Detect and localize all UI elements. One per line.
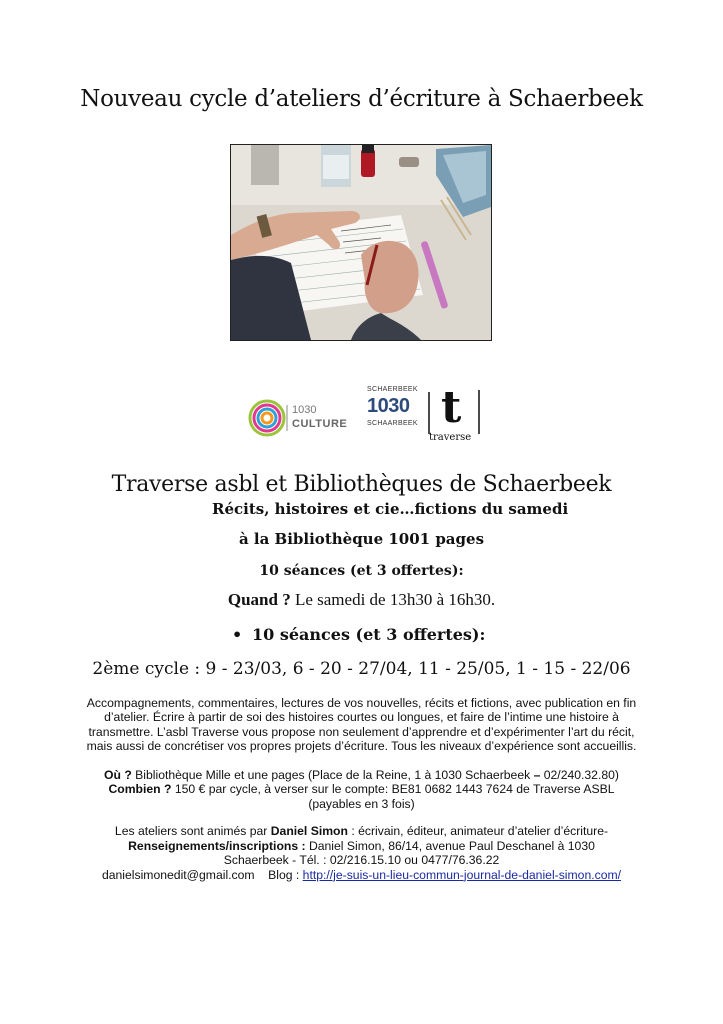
page-title: Nouveau cycle d’ateliers d’écriture à Schaerbeek <box>80 86 643 112</box>
schaerbeek-logo-top: SCHAERBEEK <box>367 386 418 393</box>
phone-line: Schaerbeek - Tél. : 02/216.15.10 ou 0477/76.36.22 <box>223 853 500 868</box>
writing-hands-image <box>231 145 491 340</box>
contact-info <box>80 824 643 882</box>
price-text: 150 € par cycle, à verser sur le compte: BE81 0682 1443 7624 de Traverse ASBL <box>171 782 615 797</box>
workshop-subtitle: Récits, histoires et cie…fictions du samedi <box>212 500 569 518</box>
venue-line: à la Bibliothèque 1001 pages <box>238 530 485 548</box>
when-text: Le samedi de 13h30 à 16h30. <box>290 590 496 609</box>
email-blog-line <box>80 868 643 883</box>
where-text: Bibliothèque Mille et une pages (Place de la Reine, 1 à 1030 Schaerbeek <box>131 768 534 782</box>
traverse-logo-label: traverse <box>429 432 472 443</box>
where-dash: – <box>533 768 541 782</box>
sessions-bullet-text: 10 séances (et 3 offertes): <box>252 625 486 644</box>
traverse-logo <box>427 382 483 444</box>
description-line: d’atelier. Écrire à partir de soi des histoires courtes ou longues, et faire de l’intime une histoire à <box>104 710 619 725</box>
sessions-bullet-line <box>232 625 485 644</box>
price-label: Combien ? <box>108 782 172 797</box>
description-line: transmettre. L’asbl Traverse vous propose non seulement d’apprendre et d’expérimenter l’art du récit, <box>88 724 635 739</box>
led-by-prefix: Les ateliers sont animés par <box>114 824 271 838</box>
schaerbeek-logo <box>365 386 421 432</box>
practical-info <box>80 768 643 811</box>
culture-logo-number: 1030 <box>292 404 317 416</box>
schaerbeek-logo-bottom: SCHAARBEEK <box>367 420 418 427</box>
info-label: Renseignements/inscriptions : <box>128 838 306 853</box>
cycle-dates: 2ème cycle : 9 - 23/03, 6 - 20 - 27/04, 11 - 25/05, 1 - 15 - 22/06 <box>92 659 631 679</box>
email-address: danielsimonedit@gmail.com <box>101 867 255 882</box>
info-text: Daniel Simon, 86/14, avenue Paul Deschanel à 1030 <box>305 838 595 853</box>
traverse-logo-letter: t <box>441 382 462 433</box>
description-paragraph <box>80 696 643 754</box>
culture-logo <box>248 396 354 440</box>
bullet-icon: • <box>232 625 243 644</box>
organizer-heading: Traverse asbl et Bibliothèques de Schaerbeek <box>111 472 612 497</box>
when-line <box>0 590 723 610</box>
description-line: Accompagnements, commentaires, lectures de vos nouvelles, récits et fictions, avec publication en fin <box>86 696 637 710</box>
led-by-line <box>80 824 643 839</box>
blog-link[interactable]: http://je-suis-un-lieu-commun-journal-de-daniel-simon.com/ <box>302 867 622 882</box>
where-line <box>80 768 643 782</box>
workshop-photo <box>230 144 492 341</box>
price-note: (payables en 3 fois) <box>308 796 415 811</box>
where-phone: 02/240.32.80) <box>540 768 619 782</box>
price-line <box>80 782 643 796</box>
where-label: Où ? <box>104 768 132 782</box>
led-by-name: Daniel Simon <box>270 824 348 838</box>
culture-logo-label: CULTURE <box>292 418 348 430</box>
blog-label: Blog : <box>254 867 303 882</box>
led-by-suffix: : écrivain, éditeur, animateur d’atelier d’écriture- <box>347 824 609 838</box>
info-line <box>80 839 643 854</box>
sessions-line: 10 séances (et 3 offertes): <box>259 563 464 579</box>
when-label: Quand ? <box>227 590 291 609</box>
description-line: mais aussi de concrétiser vos propres projets d’écriture. Tous les niveaux d’expérience sont accueillis. <box>86 739 637 754</box>
schaerbeek-logo-number: 1030 <box>367 395 410 417</box>
